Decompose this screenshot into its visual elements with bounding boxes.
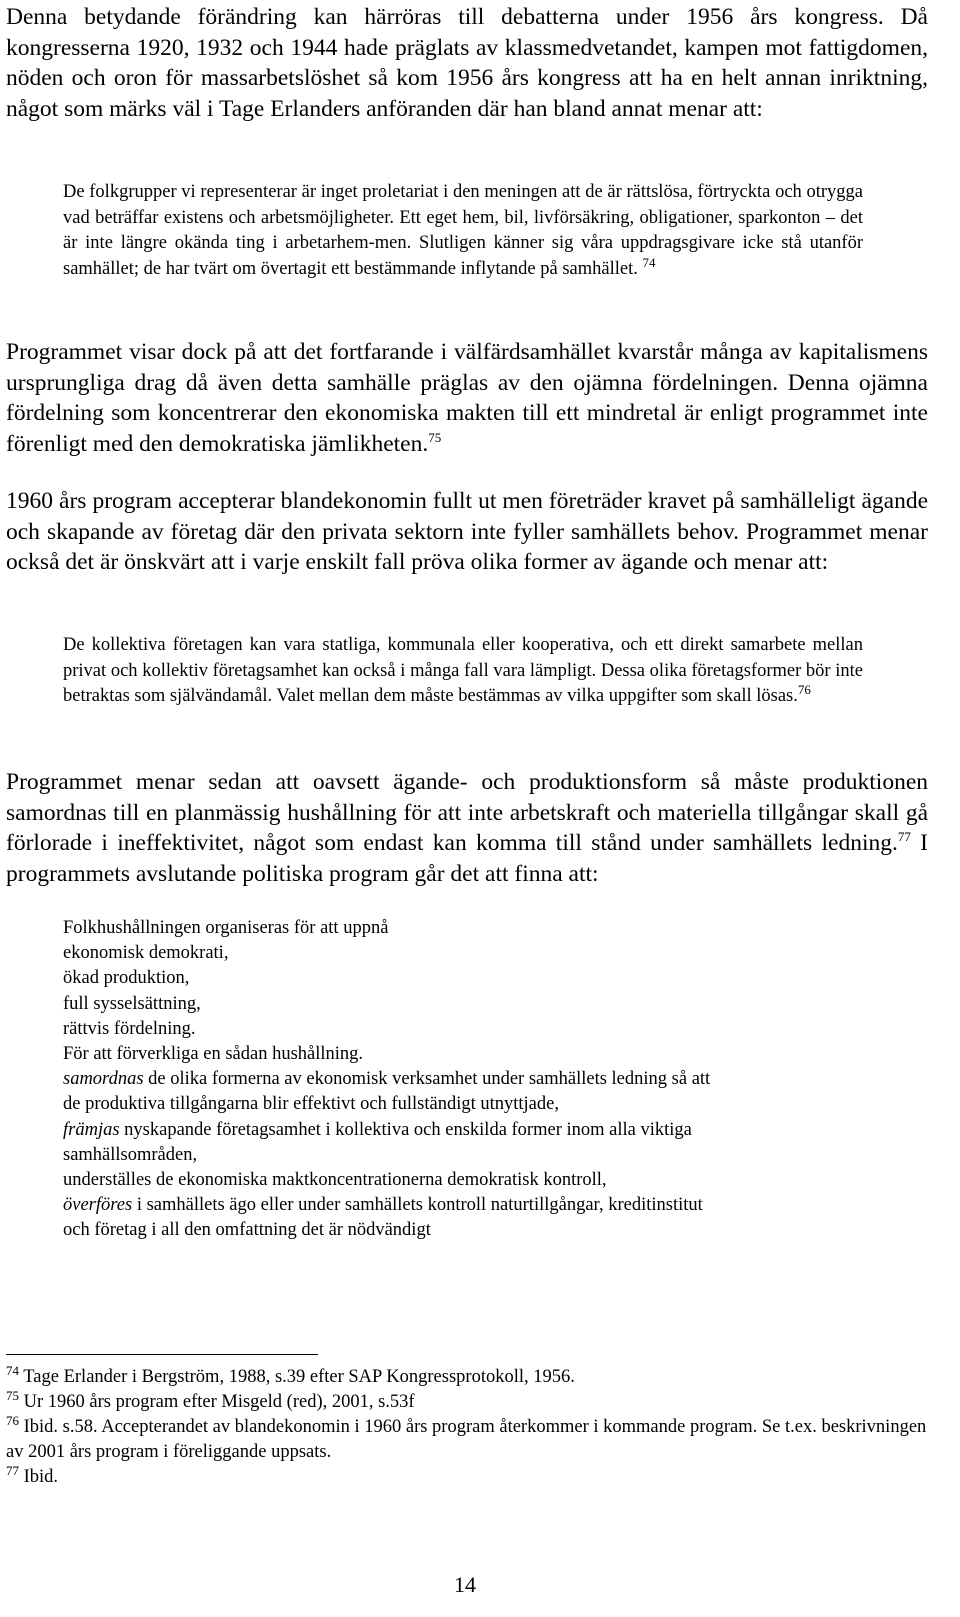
paragraph-4-text-b: I programmets avslutande politiska program går det att finna att:: [6, 830, 928, 887]
list-line: rättvis fördelning.: [63, 1018, 196, 1039]
list-item-text: i samhällets ägo eller under samhällets kontroll naturtillgångar, kreditinstitut och företag i all den omfattning det är nödvändigt: [63, 1195, 703, 1241]
footnote-77: [6, 1462, 928, 1490]
block-quote-2-text: De kollektiva företagen kan vara statliga, kommunala eller kooperativa, och ett direkt samarbete mellan privat och kollektiv företagsamhet kan också i många fall vara lämpligt. Dessa olika företagsformer bör inte betraktas som självändamål. Valet mellan dem måste bestämmas av vilka uppgifter som skall lösas.: [63, 635, 863, 707]
paragraph-3-text: 1960 års program accepterar blandekonomin fullt ut men företräder kravet på samhälleligt ägande och skapande av företag där den privata sektorn inte fyller samhällets behov. Programmet menar också det är önskvärt att i varje enskilt fall pröva olika former av ägande och menar att:: [6, 488, 928, 575]
list-line: För att förverkliga en sådan hushållning.: [63, 1044, 364, 1065]
footnote-76: [6, 1412, 928, 1465]
footnote-text: Tage Erlander i Bergström, 1988, s.39 efter SAP Kongressprotokoll, 1956.: [19, 1367, 575, 1387]
block-quote-1: [63, 180, 863, 282]
paragraph-2: [6, 337, 928, 459]
list-line: ekonomisk demokrati,: [63, 943, 229, 964]
list-line: ökad produktion,: [63, 968, 190, 989]
list-line: full sysselsättning,: [63, 993, 201, 1014]
footnote-number: 74: [6, 1362, 19, 1378]
list-item-text: nyskapande företagsamhet i kollektiva och enskilda former inom alla viktiga samhällsområden,: [63, 1119, 692, 1165]
paragraph-1: [6, 2, 928, 124]
list-item: [63, 1193, 713, 1243]
list-item: [63, 1118, 713, 1168]
paragraph-1-text: Denna betydande förändring kan härröras till debatterna under 1956 års kongress. Då kongresserna 1920, 1932 och 1944 hade präglats av klassmedvetandet, kampen mot fattigdomen, nöden och oron för massarbetslöshet så kom 1956 års kongress att ha en helt annan inriktning, något som märks väl i Tage Erlanders anföranden där han bland annat menar att:: [6, 4, 928, 122]
footnote-text: Ibid.: [19, 1467, 59, 1487]
footnote-number: 77: [6, 1462, 19, 1478]
footnote-ref-77[interactable]: 77: [897, 829, 911, 845]
emphasis-samordnas: samordnas: [63, 1069, 144, 1090]
paragraph-4: [6, 767, 928, 889]
block-quote-2: [63, 633, 863, 710]
footnote-ref-75[interactable]: 75: [428, 429, 442, 445]
block-quote-1-text: De folkgrupper vi representerar är inget proletariat i den meningen att de är rättslösa, förtryckta och otrygga vad beträffar existens och arbetsmöjligheter. Ett eget hem, bil, livförsäkring, obligationer, sparkonton – det är inte längre okända ting i arbetarhem-men. Slutligen känner sig våra uppdragsgivare icke stå utanför samhället; de har tvärt om övertagit ett bestämmande inflytande på samhället.: [63, 182, 863, 279]
footnote-ref-76[interactable]: 76: [797, 682, 811, 698]
footnote-text: Ur 1960 års program efter Misgeld (red), 2001, s.53f: [19, 1392, 415, 1412]
paragraph-3: [6, 486, 928, 578]
footnote-ref-74[interactable]: 74: [642, 254, 656, 270]
footnote-number: 76: [6, 1412, 19, 1428]
page-number: 14: [454, 1572, 476, 1597]
emphasis-framjas: främjas: [63, 1119, 120, 1140]
footnote-text: Ibid. s.58. Accepterandet av blandekonomin i 1960 års program återkommer i kommande program. Se t.ex. beskrivningen av 2001 års program i föreliggande uppsats.: [6, 1417, 927, 1462]
paragraph-4-text-a: Programmet menar sedan att oavsett ägande- och produktionsform så måste produktionen samordnas till en planmässig hushållning för att inte arbetskraft och materiella tillgångar skall gå förlorade i ineffektivitet, något som endast kan komma till stånd under samhällets ledning.: [6, 769, 928, 856]
emphasis-overfores: överföres: [63, 1195, 133, 1216]
footnote-separator: [6, 1354, 318, 1355]
footnote-number: 75: [6, 1387, 19, 1403]
footnote-75: [6, 1387, 928, 1415]
program-list: [63, 916, 763, 1244]
footnotes: [6, 1362, 928, 1490]
list-item: underställes de ekonomiska maktkoncentrationerna demokratisk kontroll,: [63, 1170, 607, 1191]
list-line: Folkhushållningen organiseras för att uppnå: [63, 918, 389, 938]
list-item-text: de olika formerna av ekonomisk verksamhet under samhällets ledning så att de produktiva tillgångarna blir effektivt och fullständigt utnyttjade,: [63, 1069, 711, 1115]
footnote-74: [6, 1362, 928, 1390]
paragraph-2-text: Programmet visar dock på att det fortfarande i välfärdsamhället kvarstår många av kapitalismens ursprungliga drag då även detta samhälle präglas av den ojämna fördelningen. Denna ojämna fördelning som koncentrerar den ekonomiska makten till ett mindretal är enligt programmet inte förenligt med den demokratiska jämlikheten.: [6, 339, 928, 457]
list-item: [63, 1067, 713, 1117]
